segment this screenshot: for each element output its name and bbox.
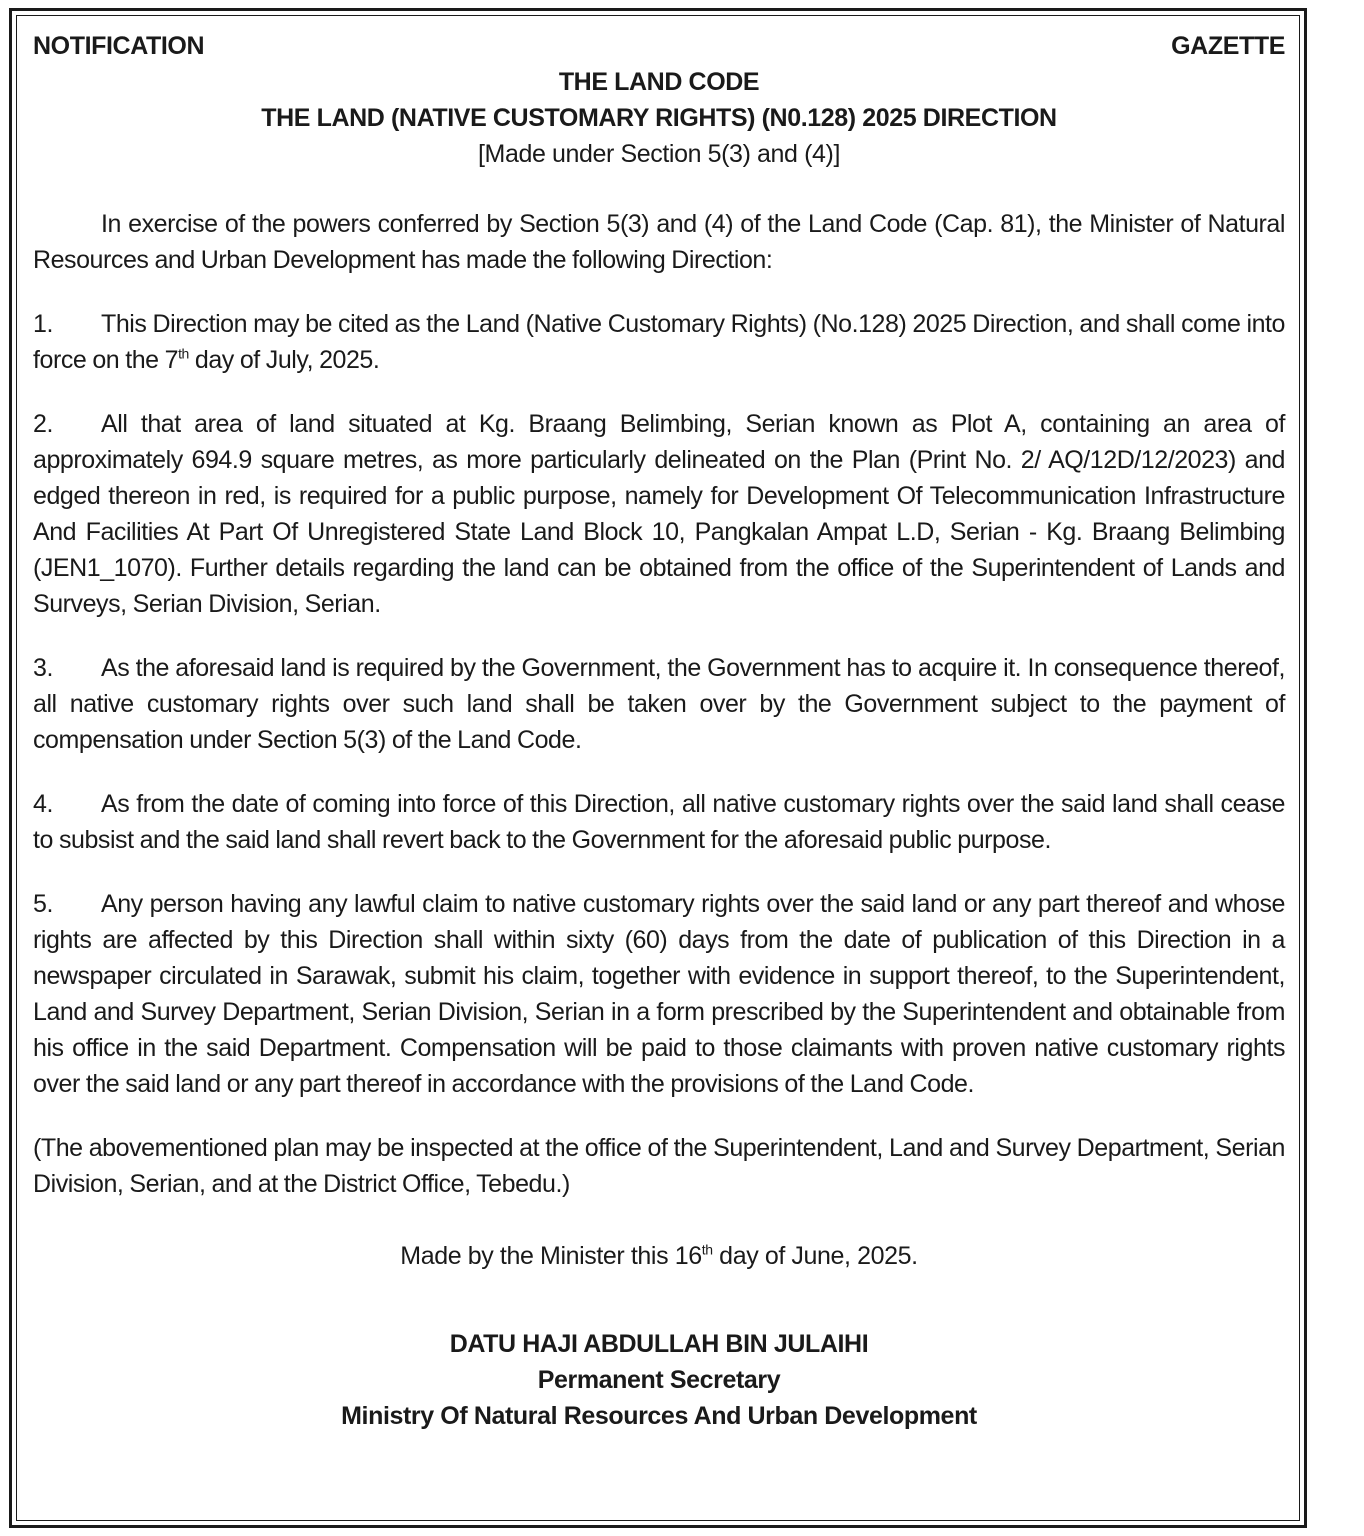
intro-paragraph — [33, 206, 1285, 278]
paragraph-5 — [33, 886, 1285, 1102]
paragraph-text: Any person having any lawful claim to native customary rights over the said land or any part thereof and whose rights are affected by this Direction shall within sixty (60) days from the date of publication of this Direction in a newspaper circulated in Sarawak, submit his claim, together with evidence in support thereof, to the Superintendent, Land and Survey Department, Serian Division, Serian in a form prescribed by the Superintendent and obtainable from his office in the said Department. Compensation will be paid to those claimants with proven native customary rights over the said land or any part thereof in accordance with the provisions of the Land Code. — [33, 890, 1285, 1098]
paragraph-text: As from the date of coming into force of this Direction, all native customary rights over the said land shall cease to subsist and the said land shall revert back to the Government for the aforesaid public purpose. — [33, 790, 1285, 854]
signature-block — [33, 1326, 1285, 1434]
header-gazette: GAZETTE — [1171, 32, 1285, 60]
inspection-note: (The abovementioned plan may be inspected at the office of the Superintendent, Land and Survey Department, Serian Division, Serian, and at the District Office, Tebedu.) — [33, 1134, 1285, 1198]
header-row — [33, 26, 1285, 66]
ordinal-suffix: th — [701, 1241, 713, 1258]
header-notification: NOTIFICATION — [33, 32, 205, 60]
paragraph-1 — [33, 306, 1285, 378]
ordinal-suffix: th — [178, 345, 189, 362]
paragraph-number: 1. — [33, 310, 53, 338]
signatory-position: Permanent Secretary — [537, 1366, 781, 1394]
notice-content — [33, 26, 1285, 1434]
paragraph-text: As the aforesaid land is required by the Government, the Government has to acquire it. In consequence thereof, all native customary rights over such land shall be taken over by the Government subject to the payment of compensation under Section 5(3) of the Land Code. — [33, 654, 1285, 754]
paragraph-text: This Direction may be cited as the Land (Native Customary Rights) (No.128) 2025 Direction, and shall come into force on the 7 — [33, 310, 1285, 374]
title-block — [33, 64, 1285, 172]
paragraph-number: 3. — [33, 654, 53, 682]
intro-text: In exercise of the powers conferred by Section 5(3) and (4) of the Land Code (Cap. 81), the Minister of Natural Resources and Urban Development has made the following Direction: — [33, 210, 1285, 274]
signatory-ministry: Ministry Of Natural Resources And Urban Development — [341, 1402, 977, 1430]
paragraph-3 — [33, 650, 1285, 758]
paragraph-number: 2. — [33, 410, 53, 438]
title-land-code: THE LAND CODE — [558, 68, 760, 96]
paragraph-text: All that area of land situated at Kg. Braang Belimbing, Serian known as Plot A, containing an area of approximately 694.9 square metres, as more particularly delineated on the Plan (Print No. 2/ AQ/12D/12/2023) and edged thereon in red, is required for a public purpose, namely for Development Of Telecommunication Infrastructure And Facilities At Part Of Unregistered State Land Block 10, Pangkalan Ampat L.D, Serian - Kg. Braang Belimbing (JEN1_1070). Further details regarding the land can be obtained from the office of the Superintendent of Lands and Surveys, Serian Division, Serian. — [33, 410, 1285, 618]
made-text-cont: day of June, 2025. — [712, 1242, 918, 1270]
title-made-under: [Made under Section 5(3) and (4)] — [477, 140, 840, 168]
paragraph-4 — [33, 786, 1285, 858]
paragraph-text-cont: day of July, 2025. — [188, 346, 380, 374]
paragraph-2 — [33, 406, 1285, 622]
paragraph-number: 4. — [33, 790, 53, 818]
made-text: Made by the Minister this 16 — [400, 1242, 702, 1270]
made-by-line — [33, 1238, 1285, 1274]
signatory-name: DATU HAJI ABDULLAH BIN JULAIHI — [449, 1330, 869, 1358]
title-direction: THE LAND (NATIVE CUSTOMARY RIGHTS) (N0.128) 2025 DIRECTION — [261, 104, 1057, 132]
paragraph-number: 5. — [33, 890, 53, 918]
